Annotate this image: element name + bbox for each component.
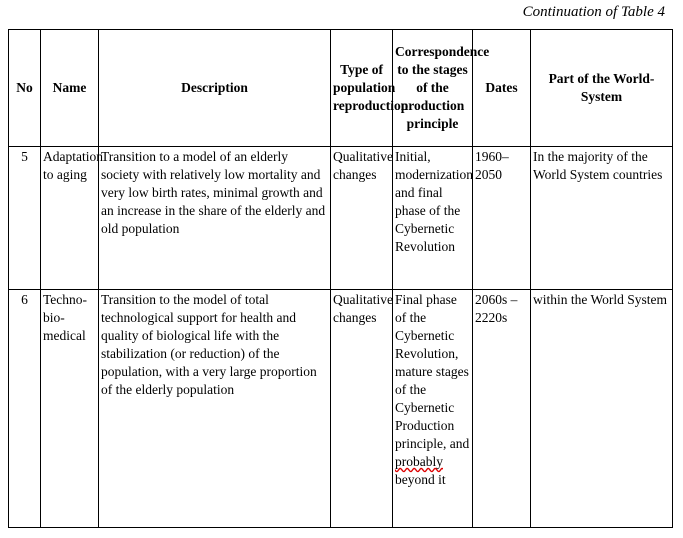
cell-name: Techno-bio-medical (41, 290, 99, 528)
correspondence-text-a: Final phase of the Cybernetic Revolution, mature stages of the Cybernetic Production principle, and (395, 292, 470, 451)
table-row (9, 147, 673, 290)
table-row (9, 290, 673, 528)
header-description: Description (99, 30, 331, 147)
spellcheck-word: probably (395, 454, 443, 469)
cell-description: Transition to the model of total technological support for health and quality of biological life with the stabilization (or reduction) of the population, with a very large proportion of the elderly population (99, 290, 331, 528)
header-dates: Dates (473, 30, 531, 147)
table-caption: Continuation of Table 4 (522, 4, 665, 20)
cell-correspondence: Initial, modernization and final phase of the Cybernetic Revolution (393, 147, 473, 290)
header-part: Part of the World-System (531, 30, 673, 147)
cell-dates: 2060s – 2220s (473, 290, 531, 528)
cell-no: 6 (9, 290, 41, 528)
cell-type: Qualitative changes (331, 290, 393, 528)
cell-dates: 1960–2050 (473, 147, 531, 290)
header-no: No (9, 30, 41, 147)
data-table (8, 29, 673, 528)
cell-correspondence (393, 290, 473, 528)
cell-part: within the World System (531, 290, 673, 528)
correspondence-text-c: beyond it (395, 472, 446, 487)
cell-type: Qualitative changes (331, 147, 393, 290)
header-name: Name (41, 30, 99, 147)
cell-part: In the majority of the World System countries (531, 147, 673, 290)
cell-description: Transition to a model of an elderly society with relatively low mortality and very low birth rates, minimal growth and an increase in the share of the elderly and old population (99, 147, 331, 290)
header-row (9, 30, 673, 147)
cell-name: Adaptation to aging (41, 147, 99, 290)
cell-no: 5 (9, 147, 41, 290)
header-correspondence: Correspondence to the stages of the production principle (393, 30, 473, 147)
header-type: Type of population reproduction (331, 30, 393, 147)
